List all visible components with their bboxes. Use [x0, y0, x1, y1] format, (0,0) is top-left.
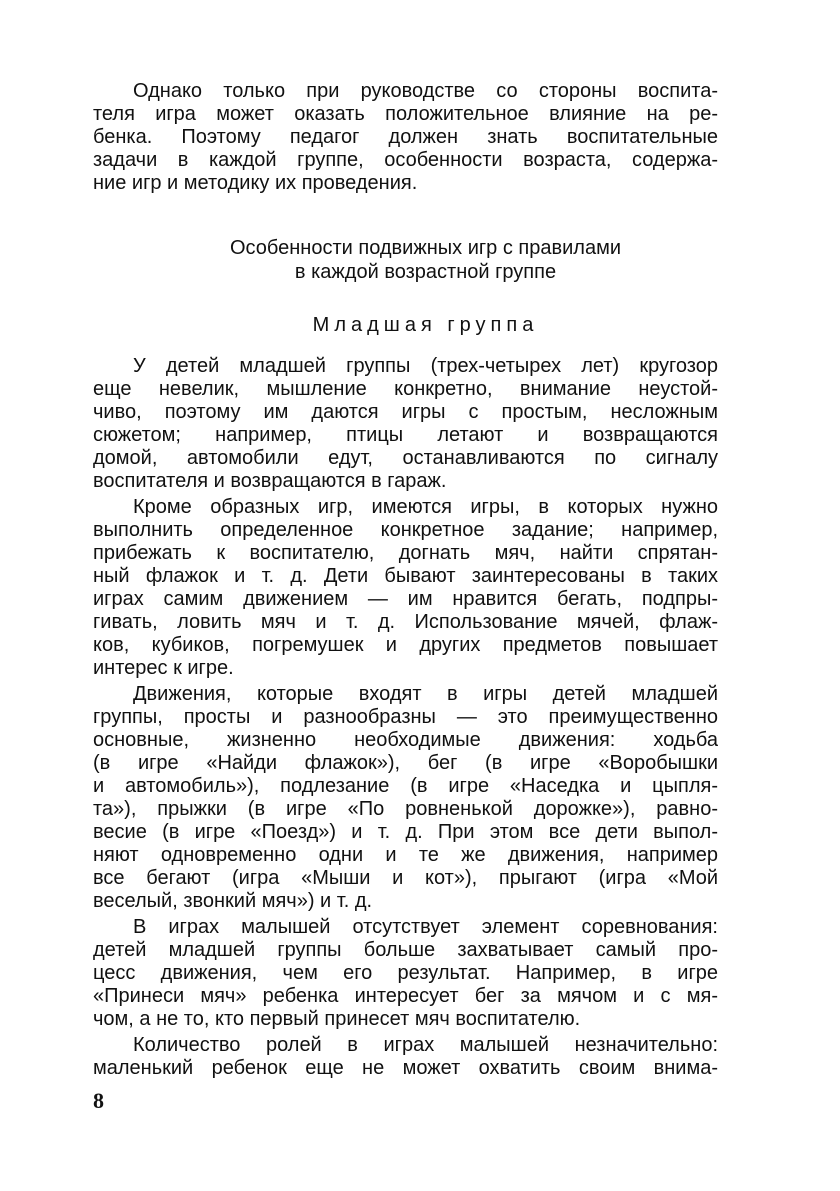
text-line: Кроме образных игр, имеются игры, в которых нужно: [133, 496, 718, 518]
text-line: маленький ребенок еще не может охватить своим внима-: [93, 1057, 718, 1079]
page-number: 8: [93, 1088, 104, 1113]
text-line: У детей младшей группы (трех-четырех лет) кругозор: [133, 355, 718, 377]
text-line: и автомобиль»), подлезание (в игре «Наседка и цыпля-: [93, 775, 718, 797]
text-line: няют одновременно одни и те же движения, например: [93, 844, 718, 866]
text-line: задачи в каждой группе, особенности возраста, содержа-: [93, 149, 718, 171]
text-line: все бегают (игра «Мыши и кот»), прыгают (игра «Мой: [93, 867, 718, 889]
text-line: (в игре «Найди флажок»), бег (в игре «Воробышки: [93, 752, 718, 774]
text-line: чиво, поэтому им даются игры с простым, несложным: [93, 401, 718, 423]
text-line: детей младшей группы больше захватывает самый про-: [93, 939, 718, 961]
text-line: ков, кубиков, погремушек и других предметов повышает: [93, 634, 718, 656]
section-heading-line-2: в каждой возрастной группе: [294, 261, 557, 283]
text-line: чом, а не то, кто первый принесет мяч воспитателю.: [93, 1008, 581, 1030]
section-heading-line-1: Особенности подвижных игр с правилами: [230, 237, 621, 259]
text-line: В играх малышей отсутствует элемент соревнования:: [133, 916, 718, 938]
text-line: та»), прыжки (в игре «По ровненькой дорожке»), равно-: [93, 798, 718, 820]
text-line: основные, жизненно необходимые движения: ходьба: [93, 729, 718, 751]
text-line: сюжетом; например, птицы летают и возвращаются: [93, 424, 718, 446]
text-line: воспитателя и возвращаются в гараж.: [93, 470, 447, 492]
text-line: весие (в игре «Поезд») и т. д. При этом все дети выпол-: [93, 821, 718, 843]
text-line: играх самим движением — им нравится бегать, подпры-: [93, 588, 718, 610]
text-line: веселый, звонкий мяч») и т. д.: [93, 890, 373, 912]
text-line: ние игр и методику их проведения.: [93, 172, 418, 194]
text-line: Однако только при руководстве со стороны воспита-: [133, 80, 718, 102]
text-line: ный флажок и т. д. Дети бывают заинтересованы в таких: [93, 565, 718, 587]
text-line: «Принеси мяч» ребенка интересует бег за мячом и с мя-: [93, 985, 718, 1007]
text-line: теля игра может оказать положительное влияние на ре-: [93, 103, 718, 125]
subsection-heading: Младшая группа: [312, 314, 539, 336]
text-line: Движения, которые входят в игры детей младшей: [133, 683, 718, 705]
text-line: прибежать к воспитателю, догнать мяч, найти спрятан-: [93, 542, 718, 564]
text-line: группы, просты и разнообразны — это преимущественно: [93, 706, 718, 728]
text-line: бенка. Поэтому педагог должен знать воспитательные: [93, 126, 718, 148]
text-line: гивать, ловить мяч и т. д. Использование мячей, флаж-: [93, 611, 718, 633]
text-line: еще невелик, мышление конкретно, внимание неустой-: [93, 378, 718, 400]
text-line: Количество ролей в играх малышей незначительно:: [133, 1034, 718, 1056]
text-line: цесс движения, чем его результат. Например, в игре: [93, 962, 718, 984]
text-line: интерес к игре.: [93, 657, 234, 679]
text-line: выполнить определенное конкретное задание; например,: [93, 519, 718, 541]
text-line: домой, автомобили едут, останавливаются по сигналу: [93, 447, 718, 469]
